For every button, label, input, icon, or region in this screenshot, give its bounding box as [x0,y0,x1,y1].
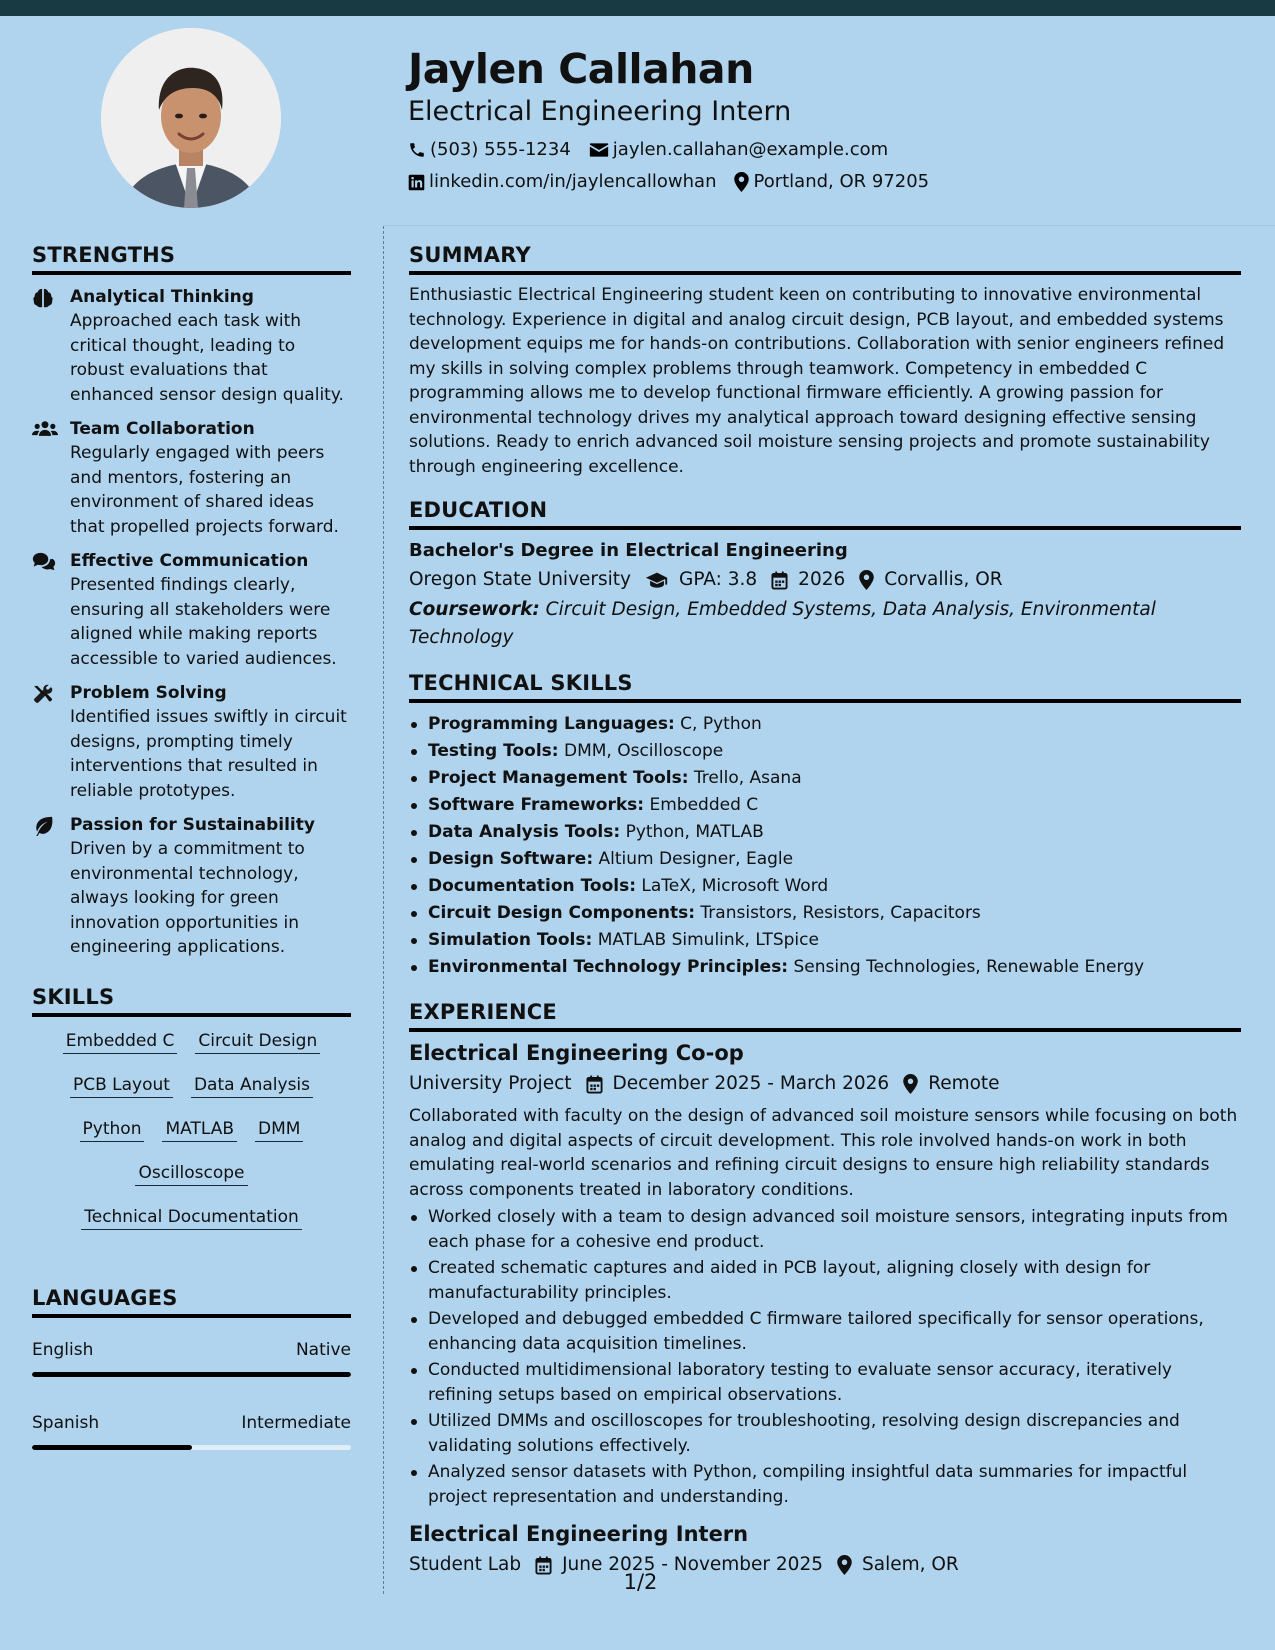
language-level: Intermediate [241,1412,351,1433]
language-name: English [32,1339,94,1360]
job-title: Electrical Engineering Intern [409,1522,749,1546]
contact-row-1 [408,138,1228,162]
list-item: Created schematic captures and aided in PCB layout, aligning closely with design for manufacturability principles. [409,1256,1241,1305]
list-item: Programming Languages: C, Python [409,711,1241,738]
experience-heading: EXPERIENCE [409,999,1241,1032]
location-text: Portland, OR 97205 [753,171,930,192]
list-item: Analyzed sensor datasets with Python, compiling insightful data summaries for impactful project representation and understanding. [409,1460,1241,1509]
coursework [409,596,1241,652]
degree-title: Bachelor's Degree in Electrical Engineering [409,540,848,561]
coursework-label: Coursework: [409,599,540,620]
job-location: Salem, OR [837,1551,959,1579]
strength-description: Approached each task with critical thought, leading to robust evaluations that enhanced sensor design quality. [70,311,344,405]
comments-icon [32,552,56,571]
graduation-year: 2026 [771,566,845,594]
job-org: Student Lab [409,1554,522,1575]
language-item [32,1338,351,1377]
strength-title: Passion for Sustainability [70,815,315,835]
strength-description: Identified issues swiftly in circuit designs, prompting timely interventions that resulted in reliable prototypes. [70,707,347,801]
profile-photo [101,28,281,208]
technical-skills-heading: TECHNICAL SKILLS [409,670,1241,703]
brain-icon [32,288,54,308]
strength-description: Presented findings clearly, ensuring all stakeholders were aligned while making reports accessible to varied audiences. [70,575,337,669]
list-item: Circuit Design Components: Transistors, Resistors, Capacitors [409,900,1241,927]
header-divider [384,225,1275,226]
coursework-list: Circuit Design, Embedded Systems, Data Analysis, Environmental Technology [409,599,1156,648]
contact-row-2 [408,170,1228,194]
job-meta [409,1070,1241,1098]
phone-text: (503) 555-1234 [430,139,571,160]
gpa: GPA: 3.8 [645,566,757,594]
tools-icon [32,684,53,705]
strength-title: Team Collaboration [70,419,255,439]
linkedin-icon [408,174,425,191]
summary-text: Enthusiastic Electrical Engineering student keen on contributing to innovative environmental technology. Experience in digital and analog circuit design, PCB layout, and embedded systems development equips me for hands-on contributions. Collaboration with senior engineers refined my skills in solving complex problems through teamwork. Competency in embedded C programming allows me to develop functional firmware efficiently. A growing passion for environmental technology drives my analytical approach toward designing effective sensing solutions. Ready to enrich advanced soil moisture sensing projects and promote sustainability through engineering excellence. [409,285,1225,477]
language-proficiency-fill [32,1372,351,1377]
skill-chip: Circuit Design [195,1029,320,1054]
skills-heading: SKILLS [32,984,351,1017]
map-marker-icon [903,1074,918,1094]
school-name: Oregon State University [409,569,631,590]
strength-item [32,549,351,671]
job-title: Electrical Engineering Co-op [409,1041,744,1065]
contact-linkedin[interactable] [408,170,716,194]
linkedin-text: linkedin.com/in/jaylencallowhan [429,171,717,192]
list-item: Conducted multidimensional laboratory testing to evaluate sensor accuracy, iteratively refining setups based on empirical observations. [409,1358,1241,1407]
strength-title: Effective Communication [70,551,309,571]
job-bullets [409,1205,1241,1509]
header [408,42,1228,194]
strength-title: Analytical Thinking [70,287,254,307]
page-number: 1/2 [623,1570,658,1594]
job-dates: December 2025 - March 2026 [586,1070,890,1098]
contact-location [734,170,929,194]
list-item: Design Software: Altium Designer, Eagle [409,846,1241,873]
skills-list [32,1029,351,1249]
list-item: Data Analysis Tools: Python, MATLAB [409,819,1241,846]
languages-heading: LANGUAGES [32,1285,351,1318]
strength-item [32,681,351,803]
email-text: jaylen.callahan@example.com [612,139,889,160]
language-level: Native [295,1339,351,1360]
language-item [32,1411,351,1450]
list-item: Testing Tools: DMM, Oscilloscope [409,738,1241,765]
job-org: University Project [409,1073,572,1094]
list-item: Software Frameworks: Embedded C [409,792,1241,819]
language-proficiency-bar [32,1445,351,1450]
list-item: Worked closely with a team to design advanced soil moisture sensors, integrating inputs from each phase for a cohesive end product. [409,1205,1241,1254]
skill-chip: Data Analysis [191,1073,313,1098]
map-marker-icon [734,172,749,192]
list-item: Documentation Tools: LaTeX, Microsoft Word [409,873,1241,900]
skill-chip: Embedded C [63,1029,178,1054]
technical-skills-list [409,711,1241,981]
sidebar [32,242,351,1450]
strength-item [32,285,351,407]
contact-phone[interactable] [408,138,571,162]
top-accent-bar [0,0,1275,16]
skill-chip: Oscilloscope [135,1161,247,1186]
envelope-icon [589,141,609,159]
main-column [409,242,1241,1579]
summary-heading: SUMMARY [409,242,1241,275]
education-meta [409,566,1241,594]
column-divider [383,226,384,1594]
skill-chip: PCB Layout [70,1073,173,1098]
language-name: Spanish [32,1412,100,1433]
job-description: Collaborated with faculty on the design of advanced soil moisture sensors while focusing on both analog and digital aspects of circuit development. This role involved hands-on work in both emulating real-world scenarios and refining circuit designs to ensure high reliability standards across components treated in laboratory conditions. [409,1106,1238,1200]
candidate-name: Jaylen Callahan [408,45,754,93]
strength-description: Driven by a commitment to environmental technology, always looking for green innovation opportunities in engineering applications. [70,839,305,957]
job-dates: June 2025 - November 2025 [535,1551,823,1579]
list-item: Environmental Technology Principles: Sensing Technologies, Renewable Energy [409,954,1241,981]
list-item: Developed and debugged embedded C firmware tailored specifically for sensor operations, enhancing data acquisition timelines. [409,1307,1241,1356]
list-item: Utilized DMMs and oscilloscopes for troubleshooting, resolving design discrepancies and validating solutions effectively. [409,1409,1241,1458]
map-marker-icon [859,570,874,590]
leaf-icon [32,816,54,836]
calendar-icon [771,571,788,590]
contact-email[interactable] [589,138,888,162]
graduation-cap-icon [645,571,669,589]
list-item: Project Management Tools: Trello, Asana [409,765,1241,792]
phone-icon [408,141,426,159]
users-icon [32,420,58,438]
calendar-icon [586,1075,603,1094]
strengths-heading: STRENGTHS [32,242,351,275]
language-proficiency-fill [32,1445,192,1450]
strength-item [32,813,351,960]
strength-title: Problem Solving [70,683,227,703]
skill-chip: Technical Documentation [81,1205,302,1230]
strength-item [32,417,351,539]
list-item: Simulation Tools: MATLAB Simulink, LTSpice [409,927,1241,954]
job-location: Remote [903,1070,999,1098]
language-proficiency-bar [32,1372,351,1377]
skill-chip: Python [80,1117,145,1142]
profile-photo-illustration [101,28,281,208]
strength-description: Regularly engaged with peers and mentors, fostering an environment of shared ideas that propelled projects forward. [70,443,339,537]
skill-chip: DMM [255,1117,303,1142]
skill-chip: MATLAB [162,1117,237,1142]
school-location: Corvallis, OR [859,566,1002,594]
education-heading: EDUCATION [409,497,1241,530]
candidate-title: Electrical Engineering Intern [408,96,792,127]
